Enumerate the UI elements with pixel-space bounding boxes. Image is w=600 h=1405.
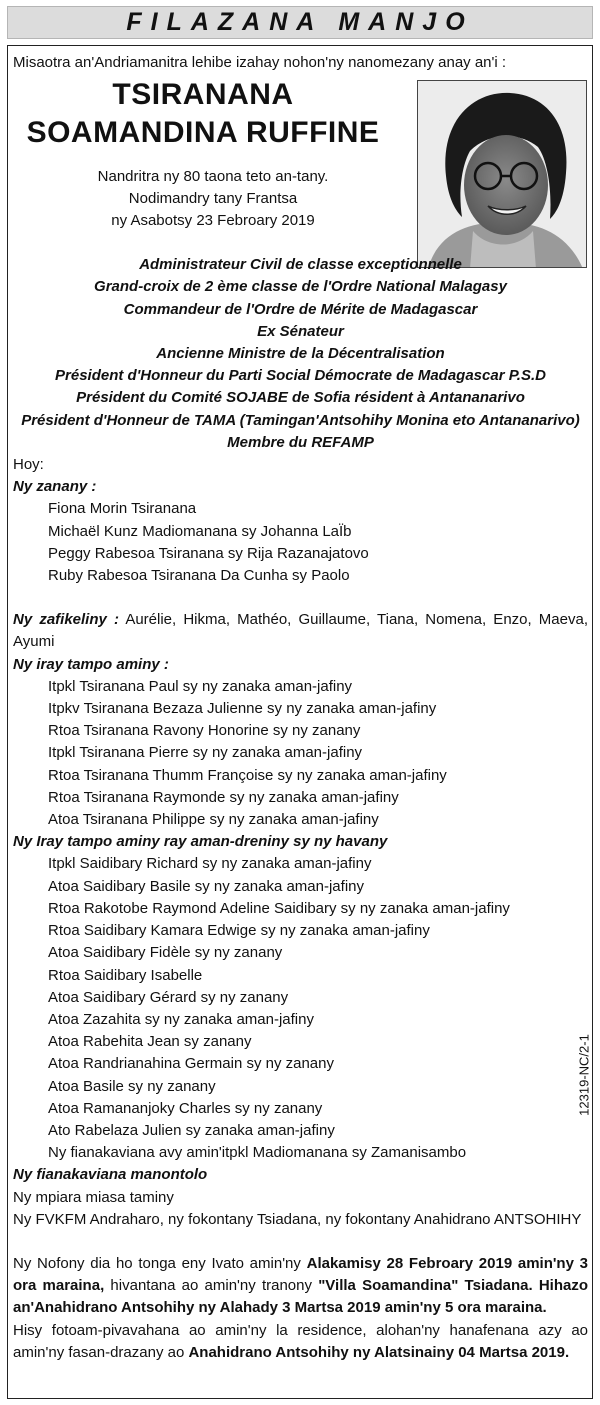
place-line: Nodimandry tany Frantsa (128, 190, 298, 208)
family-line: Ny mpiara miasa taminy (13, 1188, 174, 1206)
title-line: Président du Comité SOJABE de Sofia résident à Antananarivo (76, 389, 525, 407)
children-heading: Ny zanany : (13, 478, 97, 496)
inlaw-item: Atoa Basile sy ny zanany (48, 1077, 216, 1095)
grandchildren-heading: Ny zafikeliny : (13, 611, 119, 629)
child-item: Michaël Kunz Madiomanana sy Johanna LaÏb (48, 522, 352, 540)
notice-banner (7, 6, 593, 39)
child-item: Peggy Rabesoa Tsiranana sy Rija Razanajatovo (48, 544, 369, 562)
title-line: Président d'Honneur du Parti Social Démocrate de Madagascar P.S.D (55, 367, 546, 385)
inlaw-item: Itpkl Saidibary Richard sy ny zanaka aman-jafiny (48, 855, 372, 873)
date-line: ny Asabotsy 23 Febroary 2019 (111, 212, 315, 230)
child-item: Fiona Morin Tsiranana (48, 500, 197, 518)
inlaw-item: Rtoa Saidibary Isabelle (48, 966, 203, 984)
arrival-date: Alakamisy 28 Febroary 2019 amin'ny 3 ora maraina, (13, 1254, 588, 1295)
announcement-text: Ny Nofony dia ho tonga eny Ivato amin'ny (13, 1254, 307, 1272)
inlaw-item: Atoa Saidibary Gérard sy ny zanany (48, 988, 289, 1006)
child-item: Ruby Rabesoa Tsiranana Da Cunha sy Paolo (48, 567, 350, 585)
burial-place-date: Anahidrano Antsohihy ny Alatsinainy 04 Martsa 2019. (188, 1343, 570, 1361)
reference-code: 12319-NC/2-1 (576, 1034, 592, 1116)
inlaw-item: Ato Rabelaza Julien sy zanaka aman-jafiny (48, 1121, 335, 1139)
venue-and-departure: "Villa Soamandina" Tsiadana. Hihazo an'Anahidrano Antsohihy ny Alahady 3 Martsa 2019 amin'ny 5 ora maraina. (13, 1277, 588, 1317)
honorific-titles (13, 254, 588, 454)
spacer (13, 1231, 588, 1253)
deceased-facts (13, 166, 413, 232)
inlaw-item: Atoa Rabehita Jean sy zanany (48, 1033, 252, 1051)
inlaw-item: Atoa Zazahita sy ny zanaka aman-jafiny (48, 1010, 314, 1028)
inlaw-item: Atoa Saidibary Basile sy ny zanaka aman-jafiny (48, 877, 364, 895)
title-line: Administrateur Civil de classe exceptionnelle (139, 256, 462, 274)
sibling-item: Itpkl Tsiranana Paul sy ny zanaka aman-jafiny (48, 677, 353, 695)
title-line: Ex Sénateur (257, 322, 344, 340)
title-line: Ancienne Ministre de la Décentralisation (156, 345, 445, 363)
inlaw-item: Rtoa Saidibary Kamara Edwige sy ny zanaka aman-jafiny (48, 922, 430, 940)
title-line: Commandeur de l'Ordre de Mérite de Madagascar (123, 300, 478, 318)
title-line: Grand-croix de 2 ème classe de l'Ordre National Malagasy (94, 278, 507, 296)
announcement-text: Hisy fotoam-pivavahana ao amin'ny la residence, alohan'ny hanafenana azy ao amin'ny fasan-drazany ao (13, 1321, 588, 1361)
inlaws-heading: Ny Iray tampo aminy ray aman-dreniny sy ny havany (13, 833, 388, 851)
grandchildren-list: Aurélie, Hikma, Mathéo, Guillaume, Tiana, Nomena, Enzo, Maeva, Ayumi (13, 611, 588, 651)
family-heading: Ny fianakaviana manontolo (13, 1166, 208, 1184)
inlaw-item: Rtoa Rakotobe Raymond Adeline Saidibary sy ny zanaka aman-jafiny (48, 899, 510, 917)
sibling-item: Rtoa Tsiranana Raymonde sy ny zanaka aman-jafiny (48, 788, 399, 806)
sibling-item: Itpkv Tsiranana Bezaza Julienne sy ny zanaka aman-jafiny (48, 700, 437, 718)
intro-line: Misaotra an'Andriamanitra lehibe izahay nohon'ny nanomezany anay an'i : (13, 54, 507, 71)
inlaw-item: Atoa Saidibary Fidèle sy ny zanany (48, 944, 283, 962)
siblings-heading: Ny iray tampo aminy : (13, 655, 169, 673)
notice-title: FILAZANA MANJO (126, 8, 474, 36)
title-line: Président d'Honneur de TAMA (Tamingan'Antsohihy Monina eto Antananarivo) (21, 411, 580, 429)
hoy-label: Hoy: (13, 456, 44, 474)
inlaw-item: Atoa Randrianahina Germain sy ny zanany (48, 1055, 334, 1073)
deceased-name-line1: TSIRANANA (112, 78, 294, 112)
sibling-item: Rtoa Tsiranana Ravony Honorine sy ny zanany (48, 722, 361, 740)
sibling-item: Itpkl Tsiranana Pierre sy ny zanaka aman-jafiny (48, 744, 363, 762)
inlaw-item: Atoa Ramananjoky Charles sy ny zanany (48, 1099, 323, 1117)
announcement-paragraph-1 (13, 1253, 588, 1320)
announcement-paragraph-2 (13, 1320, 588, 1364)
deceased-name-line2: SOAMANDINA RUFFINE (26, 116, 380, 150)
inlaw-item: Ny fianakaviana avy amin'itpkl Madiomanana sy Zamanisambo (48, 1144, 467, 1162)
sibling-item: Atoa Tsiranana Philippe sy ny zanaka aman-jafiny (48, 811, 379, 829)
deceased-name (13, 76, 393, 152)
sibling-item: Rtoa Tsiranana Thumm Françoise sy ny zanaka aman-jafiny (48, 766, 447, 784)
age-line: Nandritra ny 80 taona teto an-tany. (97, 168, 329, 186)
grandchildren-paragraph (13, 609, 588, 653)
title-line: Membre du REFAMP (227, 433, 374, 451)
family-line: Ny FVKFM Andraharo, ny fokontany Tsiadana, ny fokontany Anahidrano ANTSOHIHY (13, 1210, 582, 1228)
notice-body (13, 52, 588, 1364)
announcement-text: hivantana ao amin'ny tranony (104, 1277, 319, 1295)
spacer (13, 587, 588, 609)
